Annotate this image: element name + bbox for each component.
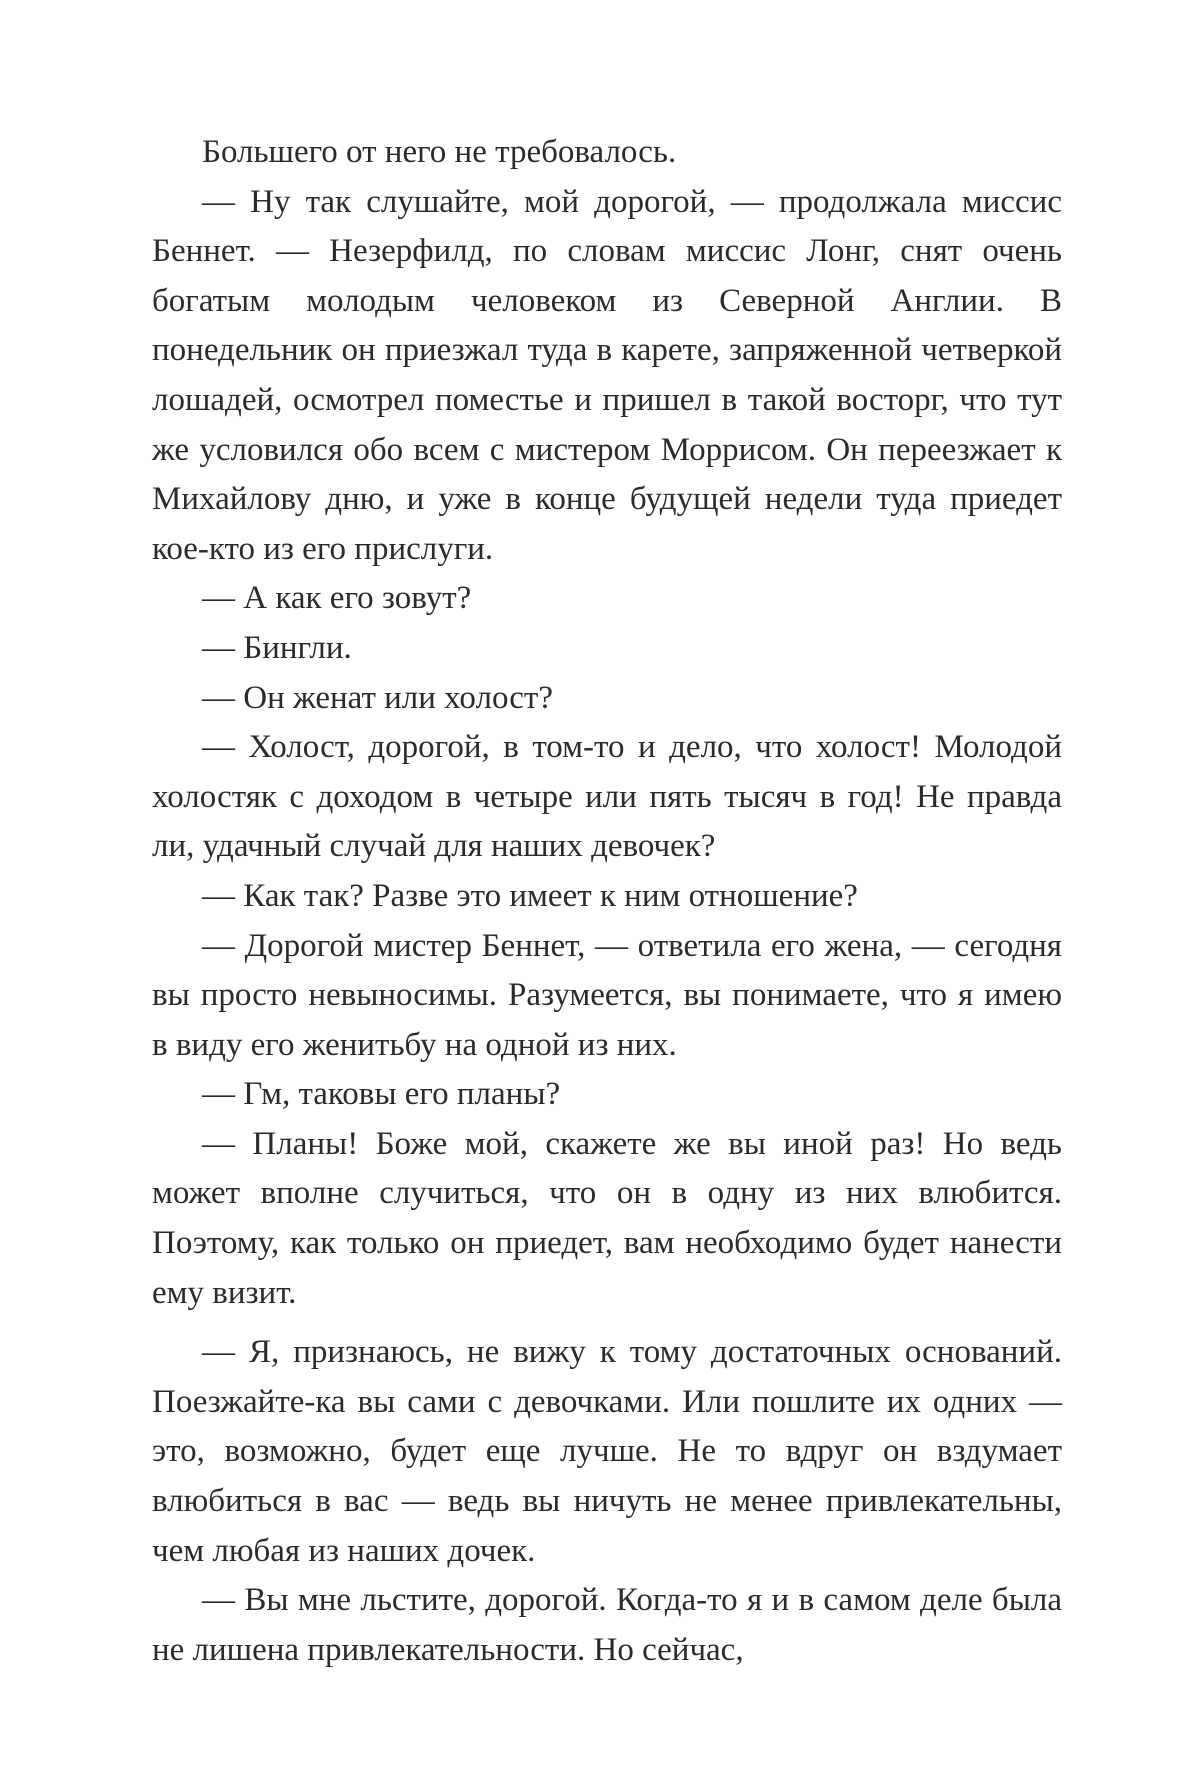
- page-text: [152, 128, 1062, 1675]
- paragraph: — Он женат или холост?: [202, 679, 553, 716]
- paragraph: Большего от него не требовалось.: [202, 134, 677, 170]
- paragraph: — Холост, дорогой, в том-то и дело, что холост! Молодой холостяк с доходом в четыре или пять тысяч в год! Не правда ли, удачный случай для наших девочек?: [152, 729, 1062, 865]
- paragraph: — Вы мне льстите, дорогой. Когда-то я и в самом деле была не лишена привлекательности. Но сейчас,: [152, 1582, 1062, 1668]
- paragraph: — Гм, таковы его планы?: [202, 1076, 561, 1113]
- paragraph: — А как его зовут?: [202, 580, 472, 617]
- paragraph: — Как так? Разве это имеет к ним отношение?: [202, 877, 858, 914]
- paragraph: — Дорогой мистер Беннет, — ответила его жена, — сегодня вы просто невыносимы. Разумеется, вы понимаете, что я имею в виду его женитьбу на одной из них.: [152, 927, 1062, 1063]
- paragraph: — Я, признаюсь, не вижу к тому достаточных оснований. Поезжайте-ка вы сами с девочками. Или пошлите их одних — это, возможно, будет еще лучше. Не то вдруг он вздумает влюбиться в вас — ведь вы ничуть не менее привлекательны, чем любая из наших дочек.: [152, 1334, 1062, 1569]
- paragraph: — Бингли.: [202, 629, 352, 666]
- paragraph: — Ну так слушайте, мой дорогой, — продолжала миссис Беннет. — Незерфилд, по словам миссис Лонг, снят очень богатым молодым человеком из Северной Англии. В понедельник он приезжал туда в карете, запряженной четверкой лошадей, осмотрел поместье и пришел в такой восторг, что тут же условился обо всем с мистером Моррисом. Он переезжает к Михайлову дню, и уже в конце будущей недели туда приедет кое-кто из его прислуги.: [152, 183, 1062, 567]
- paragraph: — Планы! Боже мой, скажете же вы иной раз! Но ведь может вполне случиться, что он в одну из них влюбится. Поэтому, как только он приедет, вам необходимо будет нанести ему визит.: [152, 1125, 1062, 1311]
